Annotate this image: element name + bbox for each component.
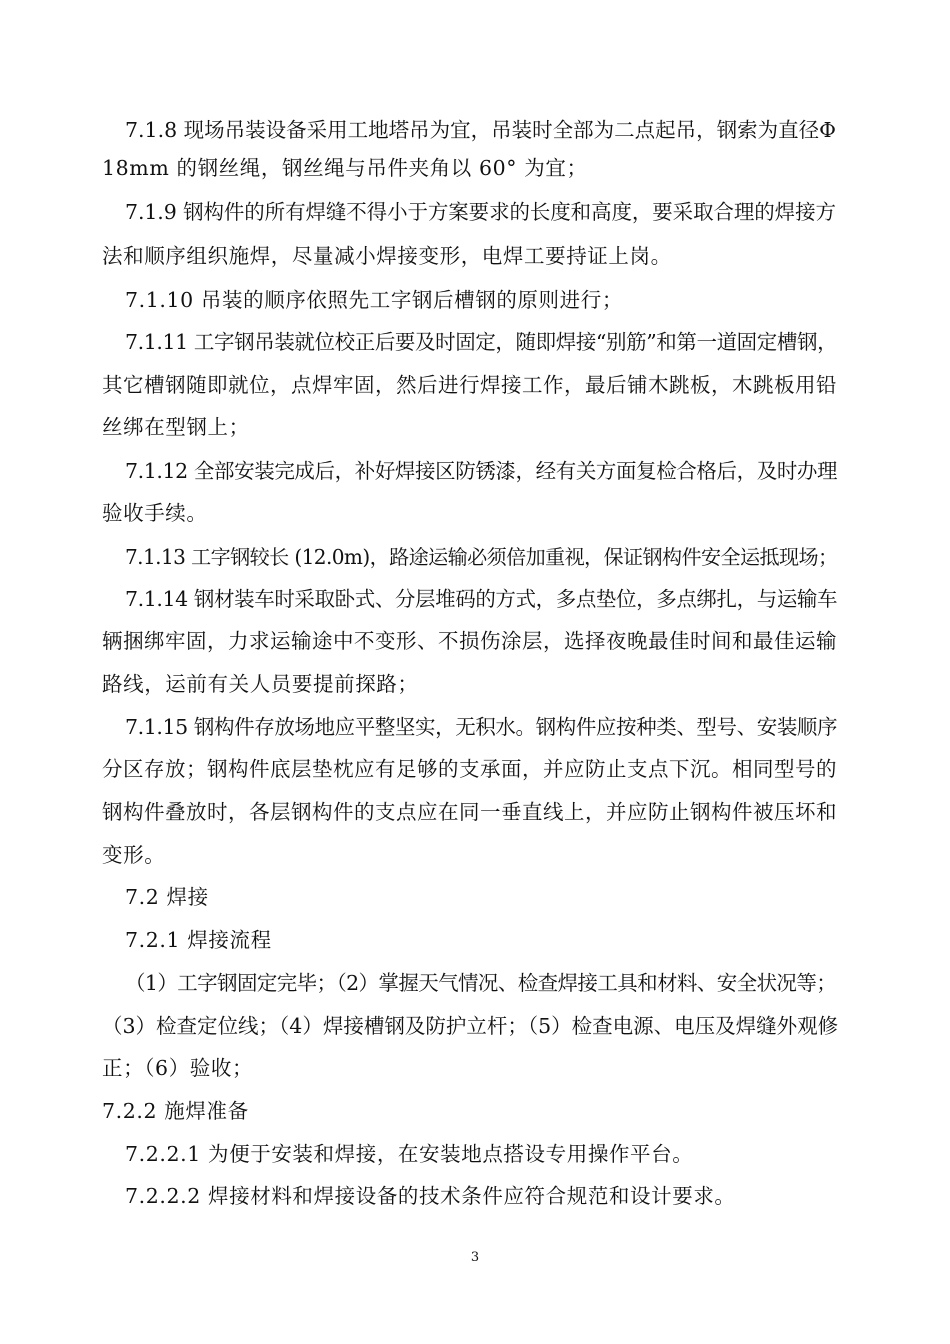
paragraph-7-1-15-cont: 钢构件叠放时，各层钢构件的支点应在同一垂直线上，并应防止钢构件被压坏和: [102, 800, 837, 824]
heading-7-2-1: 7.2.1 焊接流程: [125, 928, 272, 952]
paragraph-welding-flow-cont: 正；（6）验收；: [102, 1056, 254, 1080]
paragraph-7-1-11-cont: 其它槽钢随即就位，点焊牢固，然后进行焊接工作，最后铺木跳板，木跳板用铅: [102, 373, 837, 397]
paragraph-7-1-10: 7.1.10 吊装的顺序依照先工字钢后槽钢的原则进行；: [125, 288, 623, 312]
paragraph-7-1-14-cont: 路线，运前有关人员要提前探路；: [102, 672, 419, 696]
paragraph-7-2-2-2: 7.2.2.2 焊接材料和焊接设备的技术条件应符合规范和设计要求。: [125, 1184, 736, 1208]
heading-7-2-2: 7.2.2 施焊准备: [102, 1099, 249, 1123]
paragraph-7-1-12-cont: 验收手续。: [102, 501, 208, 525]
paragraph-7-1-11-cont: 丝绑在型钢上；: [102, 415, 250, 439]
paragraph-7-1-9-cont: 法和顺序组织施焊，尽量减小焊接变形，电焊工要持证上岗。: [102, 244, 672, 268]
paragraph-7-1-15-cont: 分区存放；钢构件底层垫枕应有足够的支承面，并应防止支点下沉。相同型号的: [102, 757, 837, 781]
paragraph-welding-flow-cont: （3）检查定位线；（4）焊接槽钢及防护立杆；（5）检查电源、电压及焊缝外观修: [102, 1014, 839, 1038]
paragraph-7-1-15-cont: 变形。: [102, 843, 166, 867]
paragraph-7-1-8: 7.1.8 现场吊装设备采用工地塔吊为宜，吊装时全部为二点起吊，钢索为直径Φ: [125, 118, 836, 142]
paragraph-7-1-13: 7.1.13 工字钢较长 (12.0m)，路途运输必须倍加重视，保证钢构件安全运抵现场；: [125, 545, 838, 569]
page-number: 3: [470, 1250, 480, 1265]
paragraph-welding-flow: （1）工字钢固定完毕；（2）掌握天气情况、检查焊接工具和材料、安全状况等；: [125, 971, 837, 995]
paragraph-7-1-11: 7.1.11 工字钢吊装就位校正后要及时固定，随即焊接“别筋”和第一道固定槽钢，: [125, 330, 838, 354]
paragraph-7-1-12: 7.1.12 全部安装完成后，补好焊接区防锈漆，经有关方面复检合格后，及时办理: [125, 459, 838, 483]
paragraph-7-2-2-1: 7.2.2.1 为便于安装和焊接，在安装地点搭设专用操作平台。: [125, 1142, 694, 1166]
paragraph-7-1-15: 7.1.15 钢构件存放场地应平整坚实，无积水。钢构件应按种类、型号、安装顺序: [125, 715, 838, 739]
heading-7-2: 7.2 焊接: [125, 885, 209, 909]
paragraph-7-1-8-cont: 18mm 的钢丝绳，钢丝绳与吊件夹角以 60° 为宜；: [102, 156, 588, 180]
paragraph-7-1-14: 7.1.14 钢材装车时采取卧式、分层堆码的方式，多点垫位，多点绑扎，与运输车: [125, 587, 838, 611]
paragraph-7-1-14-cont: 辆捆绑牢固，力求运输途中不变形、不损伤涂层，选择夜晚最佳时间和最佳运输: [102, 629, 837, 653]
paragraph-7-1-9: 7.1.9 钢构件的所有焊缝不得小于方案要求的长度和高度，要采取合理的焊接方: [125, 200, 836, 224]
